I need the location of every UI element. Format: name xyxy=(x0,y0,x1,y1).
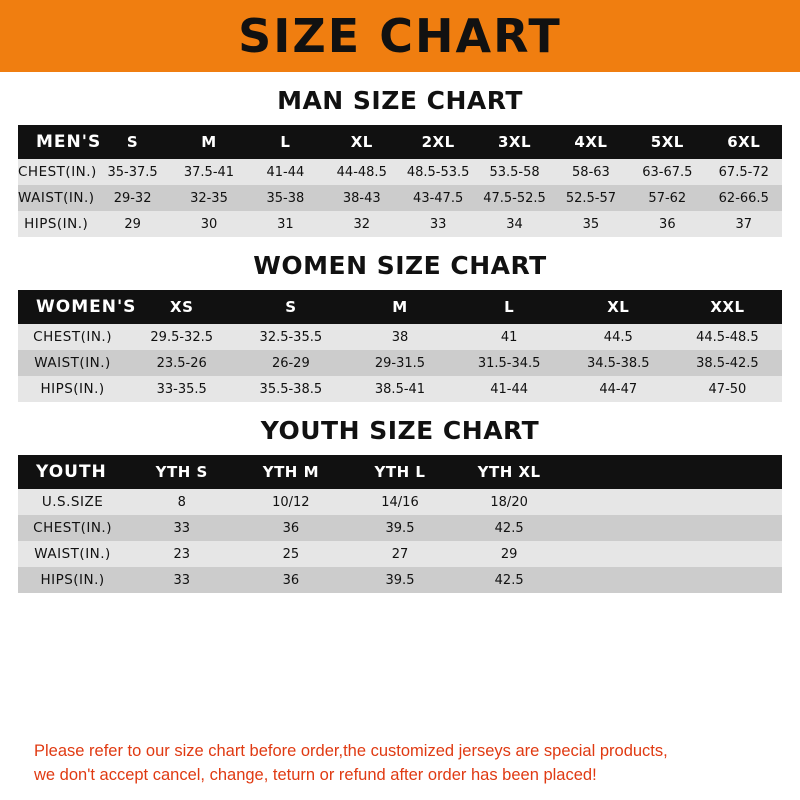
women-cell-1-0: 23.5-26 xyxy=(156,355,207,371)
women-cell-1-4: 34.5-38.5 xyxy=(586,355,650,371)
youth-cell-0-2: 14/16 xyxy=(381,494,419,510)
man-cell-2-5: 34 xyxy=(506,216,523,232)
table-row xyxy=(18,159,782,185)
man-col-header-1: M xyxy=(171,125,247,159)
youth-table-head xyxy=(18,455,782,489)
youth-cell-0-4 xyxy=(564,489,673,515)
table-header-row xyxy=(18,125,782,159)
man-cell-2-2: 31 xyxy=(277,216,294,232)
man-row-label-0: CHEST(IN.) xyxy=(18,164,97,180)
youth-col-header-1: YTH M xyxy=(236,455,345,489)
man-col-header-5: 3XL xyxy=(476,125,552,159)
man-col-header-3: XL xyxy=(324,125,400,159)
women-cell-2-4: 44-47 xyxy=(599,381,638,397)
women-cell-0-1: 32.5-35.5 xyxy=(259,329,323,345)
women-size-table xyxy=(18,290,782,402)
table-header-row xyxy=(18,290,782,324)
section-title-man: MAN SIZE CHART xyxy=(277,86,523,115)
table-row xyxy=(18,324,782,350)
youth-cell-1-3: 42.5 xyxy=(494,520,524,536)
man-col-header-6: 4XL xyxy=(553,125,629,159)
youth-col-header-3: YTH XL xyxy=(455,455,564,489)
table-row xyxy=(18,185,782,211)
women-col-header-2: M xyxy=(345,290,454,324)
women-cell-1-5: 38.5-42.5 xyxy=(696,355,759,371)
women-cell-0-0: 29.5-32.5 xyxy=(150,329,213,345)
youth-row-label-1: CHEST(IN.) xyxy=(33,520,112,536)
youth-cell-2-3: 29 xyxy=(500,546,518,562)
women-col-header-4: XL xyxy=(564,290,673,324)
youth-cell-2-4 xyxy=(564,541,673,567)
man-cell-0-1: 37.5-41 xyxy=(183,164,235,180)
youth-row-label-header: YOUTH xyxy=(18,455,127,489)
man-col-header-0: S xyxy=(94,125,170,159)
man-cell-2-1: 30 xyxy=(200,216,218,232)
man-col-header-7: 5XL xyxy=(629,125,705,159)
youth-row-label-0: U.S.SIZE xyxy=(41,494,104,510)
man-cell-1-2: 35-38 xyxy=(266,190,305,206)
women-cell-0-2: 38 xyxy=(391,329,409,345)
table-header-row xyxy=(18,455,782,489)
women-row-label-0: CHEST(IN.) xyxy=(33,329,112,345)
man-row-label-1: WAIST(IN.) xyxy=(18,190,95,206)
youth-col-header-5 xyxy=(673,455,782,489)
man-cell-0-2: 41-44 xyxy=(266,164,305,180)
section-title-youth: YOUTH SIZE CHART xyxy=(260,416,540,445)
women-cell-1-3: 31.5-34.5 xyxy=(477,355,541,371)
youth-size-table xyxy=(18,455,782,593)
table-row xyxy=(18,567,782,593)
man-col-header-2: L xyxy=(247,125,323,159)
man-table-head xyxy=(18,125,782,159)
women-col-header-0: XS xyxy=(127,290,236,324)
section-title-women: WOMEN SIZE CHART xyxy=(253,251,547,280)
man-cell-2-0: 29 xyxy=(124,216,141,232)
youth-cell-0-3: 18/20 xyxy=(490,494,528,510)
man-cell-0-5: 53.5-58 xyxy=(489,164,540,180)
man-cell-1-0: 29-32 xyxy=(113,190,152,206)
table-row xyxy=(18,350,782,376)
youth-cell-3-2: 39.5 xyxy=(385,572,415,588)
man-cell-2-7: 36 xyxy=(659,216,676,232)
women-cell-1-1: 26-29 xyxy=(271,355,310,371)
footer-line-1: Please refer to our size chart before order,the customized jerseys are special products, xyxy=(34,742,668,761)
women-cell-0-3: 41 xyxy=(500,329,518,345)
youth-cell-1-1: 36 xyxy=(282,520,300,536)
man-cell-0-8: 67.5-72 xyxy=(718,164,769,180)
man-cell-1-3: 38-43 xyxy=(342,190,381,206)
women-row-label-2: HIPS(IN.) xyxy=(40,381,105,397)
table-row xyxy=(18,376,782,402)
women-row-label-1: WAIST(IN.) xyxy=(34,355,111,371)
man-cell-1-4: 43-47.5 xyxy=(413,190,464,206)
man-cell-0-6: 58-63 xyxy=(572,164,610,180)
man-cell-0-3: 44-48.5 xyxy=(336,164,387,180)
youth-cell-3-1: 36 xyxy=(282,572,300,588)
man-cell-1-1: 32-35 xyxy=(190,190,228,206)
table-row xyxy=(18,515,782,541)
youth-cell-1-5 xyxy=(673,515,782,541)
man-cell-1-7: 57-62 xyxy=(648,190,687,206)
man-cell-2-3: 32 xyxy=(353,216,371,232)
man-cell-2-6: 35 xyxy=(582,216,600,232)
women-table-head xyxy=(18,290,782,324)
youth-cell-2-5 xyxy=(673,541,782,567)
man-col-header-4: 2XL xyxy=(400,125,476,159)
footer-disclaimer xyxy=(18,732,782,800)
chart-content xyxy=(0,72,800,800)
youth-cell-1-0: 33 xyxy=(173,520,190,536)
youth-cell-1-2: 39.5 xyxy=(385,520,415,536)
women-cell-2-3: 41-44 xyxy=(490,381,529,397)
youth-cell-0-0: 8 xyxy=(177,494,186,510)
table-row xyxy=(18,541,782,567)
women-col-header-5: XXL xyxy=(673,290,782,324)
youth-cell-3-4 xyxy=(564,567,673,593)
man-cell-2-8: 37 xyxy=(735,216,753,232)
women-col-header-1: S xyxy=(236,290,345,324)
women-cell-2-5: 47-50 xyxy=(708,381,747,397)
youth-cell-0-1: 10/12 xyxy=(272,494,310,510)
youth-table-body xyxy=(18,489,782,593)
youth-col-header-4 xyxy=(564,455,673,489)
women-table-body xyxy=(18,324,782,402)
man-cell-1-6: 52.5-57 xyxy=(565,190,617,206)
man-row-label-2: HIPS(IN.) xyxy=(24,216,89,232)
women-col-header-3: L xyxy=(455,290,564,324)
youth-cell-3-3: 42.5 xyxy=(494,572,524,588)
youth-col-header-2: YTH L xyxy=(345,455,454,489)
women-cell-2-1: 35.5-38.5 xyxy=(259,381,323,397)
man-table-body xyxy=(18,159,782,237)
man-cell-1-5: 47.5-52.5 xyxy=(483,190,546,206)
women-cell-1-2: 29-31.5 xyxy=(374,355,426,371)
man-cell-0-7: 63-67.5 xyxy=(642,164,693,180)
women-cell-2-0: 33-35.5 xyxy=(156,381,207,397)
man-cell-0-0: 35-37.5 xyxy=(107,164,158,180)
youth-cell-2-0: 23 xyxy=(173,546,190,562)
youth-cell-2-2: 27 xyxy=(391,546,409,562)
youth-cell-0-5 xyxy=(673,489,782,515)
youth-cell-1-4 xyxy=(564,515,673,541)
man-cell-2-4: 33 xyxy=(429,216,447,232)
youth-cell-3-0: 33 xyxy=(173,572,190,588)
table-row xyxy=(18,211,782,237)
women-cell-0-4: 44.5 xyxy=(603,329,633,345)
footer-line-2: we don't accept cancel, change, teturn or refund after order has been placed! xyxy=(34,766,597,785)
women-cell-0-5: 44.5-48.5 xyxy=(696,329,759,345)
man-cell-1-8: 62-66.5 xyxy=(718,190,769,206)
table-row xyxy=(18,489,782,515)
youth-col-header-0: YTH S xyxy=(127,455,236,489)
women-cell-2-2: 38.5-41 xyxy=(374,381,426,397)
man-size-table xyxy=(18,125,782,237)
man-row-label-header: MEN'S xyxy=(18,125,94,159)
women-row-label-header: WOMEN'S xyxy=(18,290,127,324)
youth-row-label-2: WAIST(IN.) xyxy=(34,546,111,562)
youth-row-label-3: HIPS(IN.) xyxy=(40,572,105,588)
youth-cell-2-1: 25 xyxy=(282,546,300,562)
man-col-header-8: 6XL xyxy=(706,125,782,159)
header-banner xyxy=(0,0,800,72)
man-cell-0-4: 48.5-53.5 xyxy=(406,164,470,180)
youth-cell-3-5 xyxy=(673,567,782,593)
page-title: SIZE CHART xyxy=(238,9,562,63)
